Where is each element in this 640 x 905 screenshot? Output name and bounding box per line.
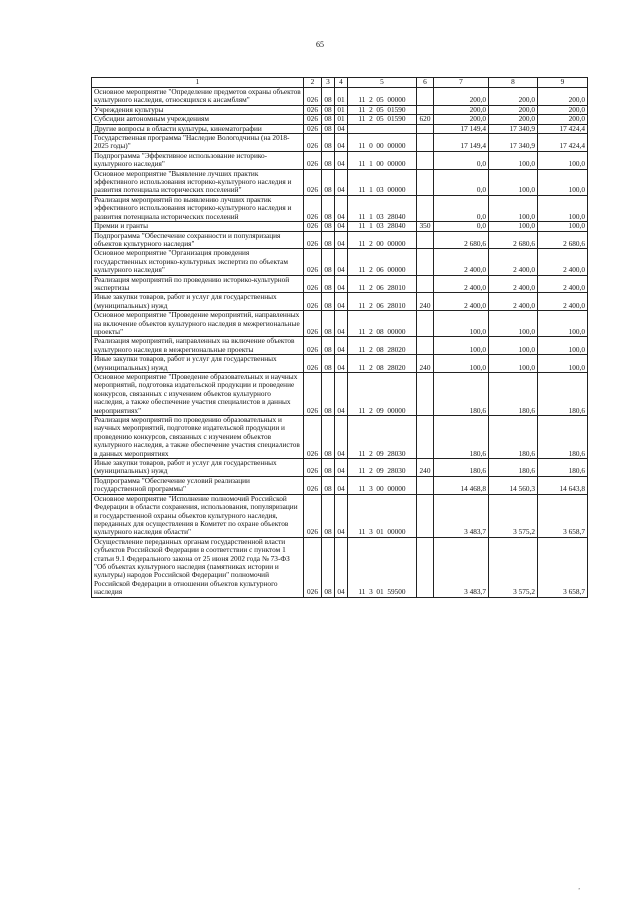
row-cell-expense-type bbox=[417, 494, 434, 537]
row-cell-subsection: 04 bbox=[335, 275, 348, 293]
row-cell-section: 08 bbox=[322, 275, 335, 293]
row-cell-amount-2: 180,6 bbox=[489, 459, 538, 477]
row-cell-target-article: 11 3 00 00000 bbox=[348, 476, 417, 494]
row-cell-section: 08 bbox=[322, 105, 335, 114]
row-cell-subsection: 01 bbox=[335, 105, 348, 114]
row-cell-subsection: 04 bbox=[335, 134, 348, 152]
row-cell-amount-3: 100,0 bbox=[538, 222, 588, 231]
row-cell-amount-3: 180,6 bbox=[538, 373, 588, 416]
page-number: 65 bbox=[316, 40, 324, 49]
row-cell-amount-2: 17 340,9 bbox=[489, 134, 538, 152]
row-cell-section: 08 bbox=[322, 124, 335, 133]
row-cell-section: 08 bbox=[322, 416, 335, 459]
row-cell-amount-2: 200,0 bbox=[489, 115, 538, 124]
row-cell-amount-1: 3 483,7 bbox=[434, 494, 489, 537]
col-header-5: 5 bbox=[348, 78, 417, 88]
table-row bbox=[92, 337, 588, 355]
row-cell-section: 08 bbox=[322, 494, 335, 537]
row-cell-amount-1: 17 149,4 bbox=[434, 124, 489, 133]
row-cell-subsection: 04 bbox=[335, 476, 348, 494]
row-cell-section: 08 bbox=[322, 169, 335, 195]
row-cell-amount-2: 2 400,0 bbox=[489, 249, 538, 275]
col-header-2: 2 bbox=[304, 78, 322, 88]
row-cell-admin: 026 bbox=[304, 311, 322, 337]
row-name-cell: Премии и гранты bbox=[92, 222, 304, 231]
row-cell-amount-1: 2 400,0 bbox=[434, 249, 489, 275]
row-cell-subsection: 01 bbox=[335, 88, 348, 106]
row-name-cell: Учреждения культуры bbox=[92, 105, 304, 114]
row-cell-expense-type bbox=[417, 337, 434, 355]
col-header-7: 7 bbox=[434, 78, 489, 88]
row-cell-expense-type: 240 bbox=[417, 293, 434, 311]
row-name-cell: Основное мероприятие "Выявление лучших практик эффективного использования историко-культурного наследия и развития потенциала исторических поселений" bbox=[92, 169, 304, 195]
col-header-3: 3 bbox=[322, 78, 335, 88]
row-cell-amount-2: 100,0 bbox=[489, 195, 538, 221]
row-name-cell: Иные закупки товаров, работ и услуг для государственных (муниципальных) нужд bbox=[92, 293, 304, 311]
row-cell-expense-type: 620 bbox=[417, 115, 434, 124]
row-cell-admin: 026 bbox=[304, 115, 322, 124]
table-row bbox=[92, 222, 588, 231]
table-row bbox=[92, 105, 588, 114]
row-cell-amount-1: 2 400,0 bbox=[434, 293, 489, 311]
table-header bbox=[92, 78, 588, 88]
row-cell-target-article: 11 2 06 28010 bbox=[348, 293, 417, 311]
row-cell-amount-1: 200,0 bbox=[434, 105, 489, 114]
row-cell-amount-1: 0,0 bbox=[434, 222, 489, 231]
row-cell-subsection: 04 bbox=[335, 151, 348, 169]
row-name-cell: Подпрограмма "Обеспечение условий реализации государственной программы" bbox=[92, 476, 304, 494]
row-cell-amount-1: 180,6 bbox=[434, 459, 489, 477]
row-cell-target-article: 11 3 01 00000 bbox=[348, 494, 417, 537]
row-cell-amount-2: 100,0 bbox=[489, 222, 538, 231]
row-cell-section: 08 bbox=[322, 249, 335, 275]
row-cell-admin: 026 bbox=[304, 416, 322, 459]
row-cell-admin: 026 bbox=[304, 355, 322, 373]
row-cell-target-article: 11 2 05 01590 bbox=[348, 115, 417, 124]
row-cell-expense-type: 240 bbox=[417, 355, 434, 373]
row-cell-admin: 026 bbox=[304, 169, 322, 195]
table-row bbox=[92, 151, 588, 169]
row-cell-amount-1: 17 149,4 bbox=[434, 134, 489, 152]
row-cell-section: 08 bbox=[322, 115, 335, 124]
row-cell-admin: 026 bbox=[304, 537, 322, 597]
col-header-6: 6 bbox=[417, 78, 434, 88]
row-name-cell: Основное мероприятие "Проведение образовательных и научных мероприятий, подготовка издательской продукции и проведение конкурсов, связанных с изучением объектов культурного наследия, а также обеспечение участия специалистов в данных мероприятиях" bbox=[92, 373, 304, 416]
row-cell-section: 08 bbox=[322, 459, 335, 477]
row-cell-subsection: 04 bbox=[335, 169, 348, 195]
row-cell-amount-1: 14 468,8 bbox=[434, 476, 489, 494]
row-cell-target-article: 11 2 06 00000 bbox=[348, 249, 417, 275]
table-row bbox=[92, 293, 588, 311]
row-cell-target-article bbox=[348, 124, 417, 133]
row-cell-admin: 026 bbox=[304, 124, 322, 133]
row-cell-subsection: 04 bbox=[335, 222, 348, 231]
row-cell-target-article: 11 0 00 00000 bbox=[348, 134, 417, 152]
row-cell-section: 08 bbox=[322, 537, 335, 597]
row-cell-amount-2: 180,6 bbox=[489, 373, 538, 416]
table-row bbox=[92, 169, 588, 195]
row-cell-amount-2: 200,0 bbox=[489, 88, 538, 106]
row-cell-admin: 026 bbox=[304, 151, 322, 169]
row-cell-amount-3: 2 680,6 bbox=[538, 231, 588, 249]
row-name-cell: Реализация мероприятий по выявлению лучших практик эффективного использования историко-культурного наследия и развития потенциала исторических поселений bbox=[92, 195, 304, 221]
row-cell-expense-type bbox=[417, 105, 434, 114]
row-cell-subsection: 04 bbox=[335, 337, 348, 355]
row-cell-target-article: 11 1 03 28040 bbox=[348, 222, 417, 231]
table-row bbox=[92, 249, 588, 275]
row-cell-target-article: 11 2 00 00000 bbox=[348, 231, 417, 249]
row-cell-section: 08 bbox=[322, 355, 335, 373]
row-cell-expense-type bbox=[417, 134, 434, 152]
row-name-cell: Государственная программа "Наследие Вологодчины (на 2018-2025 годы)" bbox=[92, 134, 304, 152]
row-cell-amount-1: 100,0 bbox=[434, 311, 489, 337]
row-cell-expense-type bbox=[417, 311, 434, 337]
row-cell-amount-1: 200,0 bbox=[434, 88, 489, 106]
col-header-9: 9 bbox=[538, 78, 588, 88]
row-cell-admin: 026 bbox=[304, 249, 322, 275]
row-cell-amount-2: 180,6 bbox=[489, 416, 538, 459]
table-row bbox=[92, 355, 588, 373]
row-cell-amount-2: 2 400,0 bbox=[489, 275, 538, 293]
row-cell-amount-1: 0,0 bbox=[434, 169, 489, 195]
row-cell-target-article: 11 2 09 00000 bbox=[348, 373, 417, 416]
row-cell-subsection: 04 bbox=[335, 311, 348, 337]
row-cell-amount-1: 100,0 bbox=[434, 337, 489, 355]
row-name-cell: Основное мероприятие "Организация проведения государственных историко-культурных экспертиз по объектам культурного наследия" bbox=[92, 249, 304, 275]
table-row bbox=[92, 88, 588, 106]
row-cell-amount-2: 100,0 bbox=[489, 169, 538, 195]
row-cell-amount-3: 200,0 bbox=[538, 105, 588, 114]
row-cell-admin: 026 bbox=[304, 231, 322, 249]
row-name-cell: Осуществление переданных органам государственной власти субъектов Российской Федерации в соответствии с пунктом 1 статьи 9.1 Федерального закона от 25 июня 2002 года № 73-ФЗ "Об объектах культурного наследия (памятниках истории и культуры) народов Российской Федерации" полномочий Российской Федерации в отношении объектов культурного наследия bbox=[92, 537, 304, 597]
row-cell-amount-2: 100,0 bbox=[489, 151, 538, 169]
row-cell-expense-type bbox=[417, 416, 434, 459]
row-cell-amount-2: 3 575,2 bbox=[489, 537, 538, 597]
row-cell-section: 08 bbox=[322, 311, 335, 337]
row-cell-amount-3: 17 424,4 bbox=[538, 124, 588, 133]
row-cell-amount-3: 100,0 bbox=[538, 311, 588, 337]
table-row bbox=[92, 275, 588, 293]
table-row bbox=[92, 311, 588, 337]
table-row bbox=[92, 195, 588, 221]
row-cell-amount-2: 3 575,2 bbox=[489, 494, 538, 537]
margin-mark: , bbox=[578, 883, 580, 891]
row-cell-admin: 026 bbox=[304, 105, 322, 114]
row-cell-admin: 026 bbox=[304, 337, 322, 355]
row-cell-amount-2: 100,0 bbox=[489, 355, 538, 373]
row-cell-target-article: 11 2 05 01590 bbox=[348, 105, 417, 114]
table-row bbox=[92, 134, 588, 152]
table-row bbox=[92, 373, 588, 416]
row-cell-expense-type bbox=[417, 195, 434, 221]
row-cell-admin: 026 bbox=[304, 222, 322, 231]
row-cell-amount-3: 200,0 bbox=[538, 115, 588, 124]
table-body bbox=[92, 88, 588, 598]
table-row bbox=[92, 416, 588, 459]
row-cell-target-article: 11 2 08 28020 bbox=[348, 337, 417, 355]
row-name-cell: Субсидии автономным учреждениям bbox=[92, 115, 304, 124]
row-cell-amount-2: 100,0 bbox=[489, 311, 538, 337]
row-cell-target-article: 11 1 03 00000 bbox=[348, 169, 417, 195]
row-cell-section: 08 bbox=[322, 134, 335, 152]
row-cell-target-article: 11 2 08 00000 bbox=[348, 311, 417, 337]
row-cell-amount-3: 14 643,8 bbox=[538, 476, 588, 494]
row-cell-section: 08 bbox=[322, 476, 335, 494]
row-cell-expense-type bbox=[417, 249, 434, 275]
row-cell-subsection: 04 bbox=[335, 416, 348, 459]
row-cell-amount-1: 180,6 bbox=[434, 416, 489, 459]
row-cell-admin: 026 bbox=[304, 373, 322, 416]
row-cell-section: 08 bbox=[322, 195, 335, 221]
row-cell-admin: 026 bbox=[304, 494, 322, 537]
row-cell-subsection: 04 bbox=[335, 124, 348, 133]
row-cell-target-article: 11 2 05 00000 bbox=[348, 88, 417, 106]
row-cell-section: 08 bbox=[322, 293, 335, 311]
row-cell-subsection: 04 bbox=[335, 373, 348, 416]
row-cell-expense-type bbox=[417, 169, 434, 195]
row-cell-amount-3: 2 400,0 bbox=[538, 249, 588, 275]
col-header-1: 1 bbox=[92, 78, 304, 88]
row-name-cell: Основное мероприятие "Исполнение полномочий Российской Федерации в области сохранения, использования, популяризации и государственной охраны объектов культурного наследия, переданных для осуществления в Комитет по охране объектов культурного наследия области" bbox=[92, 494, 304, 537]
row-name-cell: Основное мероприятие "Определение предметов охраны объектов культурного наследия, относящихся к ансамблям" bbox=[92, 88, 304, 106]
row-cell-amount-3: 2 400,0 bbox=[538, 275, 588, 293]
row-cell-amount-3: 100,0 bbox=[538, 169, 588, 195]
row-cell-expense-type bbox=[417, 373, 434, 416]
row-cell-amount-3: 180,6 bbox=[538, 416, 588, 459]
row-cell-expense-type: 350 bbox=[417, 222, 434, 231]
row-cell-amount-1: 2 680,6 bbox=[434, 231, 489, 249]
row-cell-amount-1: 3 483,7 bbox=[434, 537, 489, 597]
row-cell-expense-type bbox=[417, 231, 434, 249]
row-cell-amount-2: 14 560,3 bbox=[489, 476, 538, 494]
row-cell-subsection: 04 bbox=[335, 459, 348, 477]
row-cell-target-article: 11 2 08 28020 bbox=[348, 355, 417, 373]
row-cell-section: 08 bbox=[322, 337, 335, 355]
row-cell-admin: 026 bbox=[304, 88, 322, 106]
row-cell-admin: 026 bbox=[304, 275, 322, 293]
row-cell-section: 08 bbox=[322, 231, 335, 249]
row-cell-amount-2: 2 400,0 bbox=[489, 293, 538, 311]
row-cell-admin: 026 bbox=[304, 134, 322, 152]
row-cell-amount-3: 100,0 bbox=[538, 355, 588, 373]
row-cell-target-article: 11 3 01 59500 bbox=[348, 537, 417, 597]
row-cell-section: 08 bbox=[322, 88, 335, 106]
row-name-cell: Реализация мероприятий по проведению образовательных и научных мероприятий, подготовке издательской продукции и проведению конкурсов, связанных с изучением объектов культурного наследия, а также обеспечение участия специалистов в данных мероприятиях bbox=[92, 416, 304, 459]
row-cell-section: 08 bbox=[322, 373, 335, 416]
row-name-cell: Подпрограмма "Обеспечение сохранности и популяризация объектов культурного наследия" bbox=[92, 231, 304, 249]
row-cell-admin: 026 bbox=[304, 195, 322, 221]
row-cell-amount-1: 0,0 bbox=[434, 195, 489, 221]
row-cell-expense-type bbox=[417, 151, 434, 169]
row-cell-target-article: 11 1 03 28040 bbox=[348, 195, 417, 221]
table-row bbox=[92, 494, 588, 537]
row-cell-expense-type: 240 bbox=[417, 459, 434, 477]
row-cell-amount-1: 180,6 bbox=[434, 373, 489, 416]
row-name-cell: Подпрограмма "Эффективное использование историко-культурного наследия" bbox=[92, 151, 304, 169]
row-cell-subsection: 04 bbox=[335, 355, 348, 373]
table-row bbox=[92, 124, 588, 133]
row-cell-admin: 026 bbox=[304, 293, 322, 311]
table-row bbox=[92, 115, 588, 124]
row-cell-subsection: 04 bbox=[335, 231, 348, 249]
row-cell-amount-1: 0,0 bbox=[434, 151, 489, 169]
row-cell-section: 08 bbox=[322, 222, 335, 231]
row-cell-amount-1: 2 400,0 bbox=[434, 275, 489, 293]
row-name-cell: Основное мероприятие "Проведение мероприятий, направленных на включение объектов культурного наследия в межрегиональные проекты" bbox=[92, 311, 304, 337]
row-name-cell: Реализация мероприятий, направленных на включение объектов культурного наследия в межрегиональные проекты bbox=[92, 337, 304, 355]
budget-table bbox=[91, 77, 588, 598]
row-cell-amount-2: 200,0 bbox=[489, 105, 538, 114]
row-cell-expense-type bbox=[417, 124, 434, 133]
row-cell-amount-1: 100,0 bbox=[434, 355, 489, 373]
row-cell-target-article: 11 2 06 28010 bbox=[348, 275, 417, 293]
row-cell-amount-3: 100,0 bbox=[538, 151, 588, 169]
row-cell-expense-type bbox=[417, 537, 434, 597]
row-cell-amount-3: 100,0 bbox=[538, 195, 588, 221]
table-row bbox=[92, 459, 588, 477]
row-cell-amount-3: 2 400,0 bbox=[538, 293, 588, 311]
table-row bbox=[92, 537, 588, 597]
row-cell-amount-3: 100,0 bbox=[538, 337, 588, 355]
row-cell-amount-3: 17 424,4 bbox=[538, 134, 588, 152]
row-cell-amount-2: 17 340,9 bbox=[489, 124, 538, 133]
row-name-cell: Реализация мероприятий по проведению историко-культурной экспертизы bbox=[92, 275, 304, 293]
row-cell-expense-type bbox=[417, 275, 434, 293]
row-cell-amount-2: 2 680,6 bbox=[489, 231, 538, 249]
row-cell-amount-3: 200,0 bbox=[538, 88, 588, 106]
row-cell-amount-1: 200,0 bbox=[434, 115, 489, 124]
col-header-4: 4 bbox=[335, 78, 348, 88]
row-cell-section: 08 bbox=[322, 151, 335, 169]
table-row bbox=[92, 231, 588, 249]
row-cell-amount-3: 180,6 bbox=[538, 459, 588, 477]
row-cell-subsection: 04 bbox=[335, 494, 348, 537]
row-cell-subsection: 01 bbox=[335, 115, 348, 124]
row-cell-subsection: 04 bbox=[335, 249, 348, 275]
row-cell-amount-3: 3 658,7 bbox=[538, 494, 588, 537]
row-cell-subsection: 04 bbox=[335, 195, 348, 221]
row-name-cell: Другие вопросы в области культуры, кинематографии bbox=[92, 124, 304, 133]
row-cell-target-article: 11 1 00 00000 bbox=[348, 151, 417, 169]
header-row bbox=[92, 78, 588, 88]
row-cell-subsection: 04 bbox=[335, 293, 348, 311]
row-cell-admin: 026 bbox=[304, 459, 322, 477]
row-cell-amount-3: 3 658,7 bbox=[538, 537, 588, 597]
table-row bbox=[92, 476, 588, 494]
row-cell-expense-type bbox=[417, 476, 434, 494]
row-name-cell: Иные закупки товаров, работ и услуг для государственных (муниципальных) нужд bbox=[92, 355, 304, 373]
row-cell-target-article: 11 2 09 28030 bbox=[348, 416, 417, 459]
row-cell-expense-type bbox=[417, 88, 434, 106]
row-cell-target-article: 11 2 09 28030 bbox=[348, 459, 417, 477]
row-name-cell: Иные закупки товаров, работ и услуг для государственных (муниципальных) нужд bbox=[92, 459, 304, 477]
row-cell-amount-2: 100,0 bbox=[489, 337, 538, 355]
col-header-8: 8 bbox=[489, 78, 538, 88]
row-cell-subsection: 04 bbox=[335, 537, 348, 597]
row-cell-admin: 026 bbox=[304, 476, 322, 494]
